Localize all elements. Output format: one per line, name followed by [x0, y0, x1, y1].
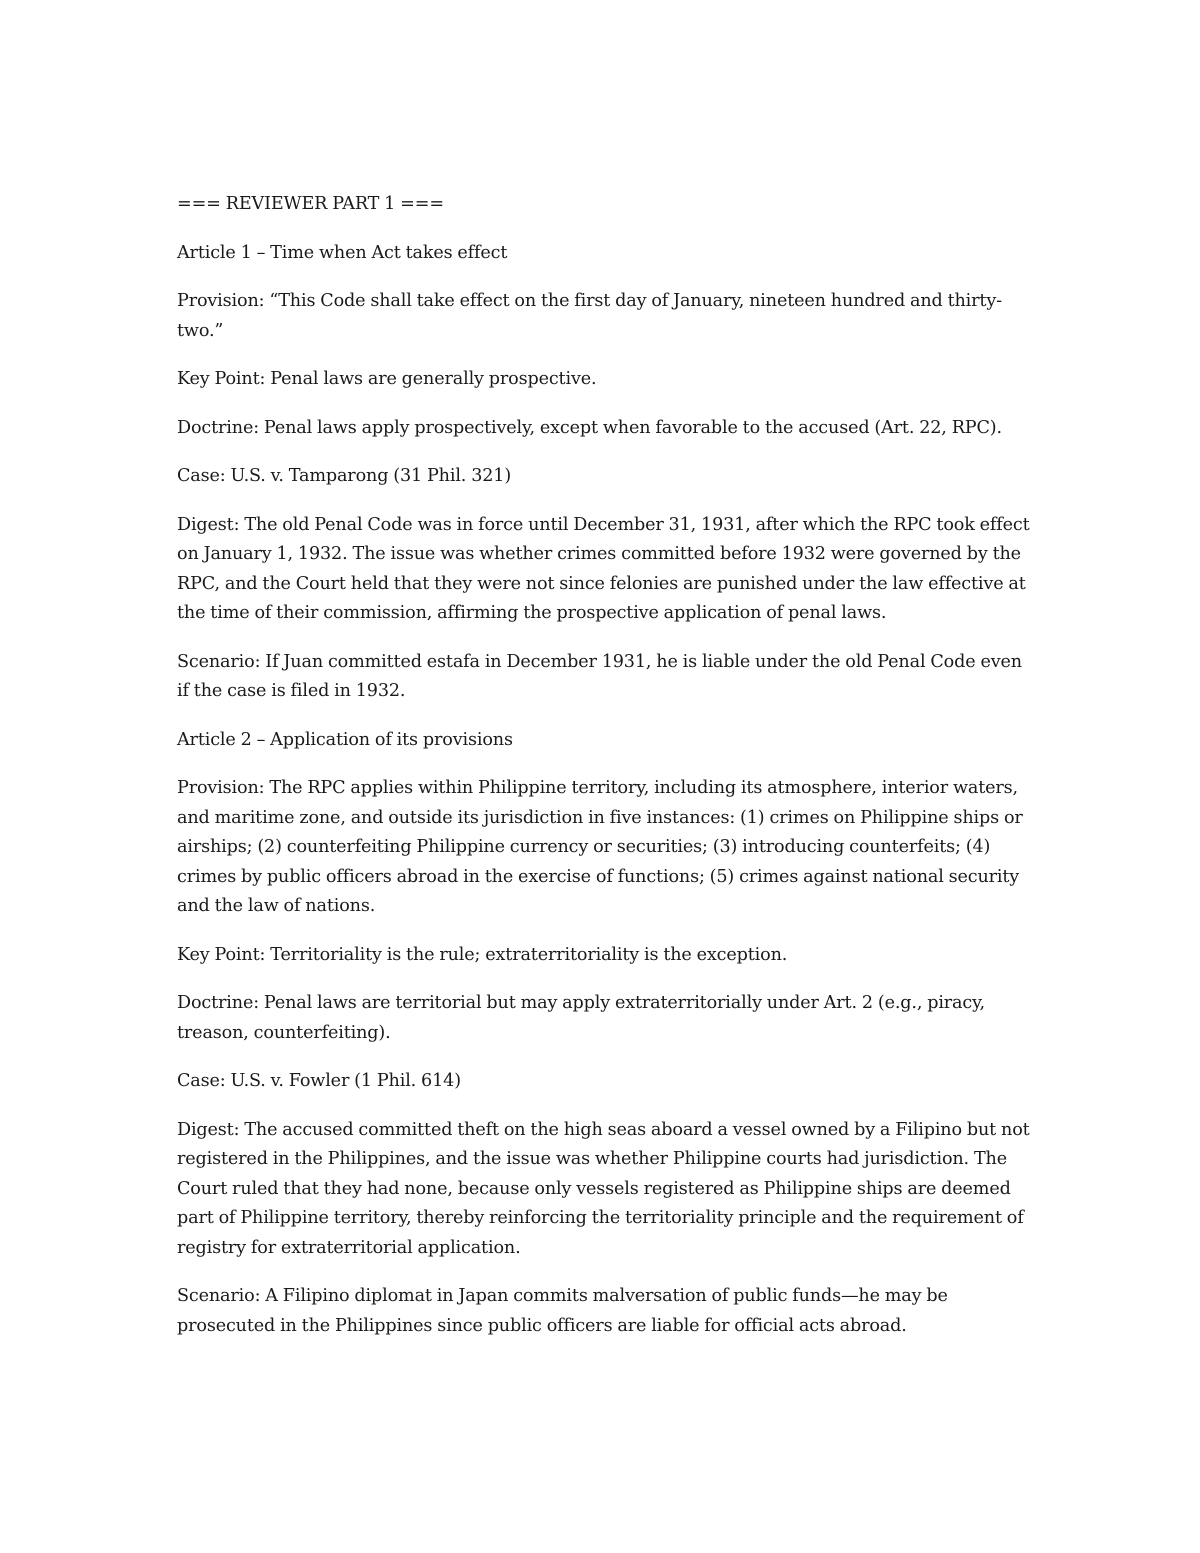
article-2-scenario: Scenario: A Filipino diplomat in Japan commits malversation of public funds—he may be prosecuted in the Philippines since public officers are liable for official acts abroad. — [177, 1286, 948, 1336]
reviewer-heading: === REVIEWER PART 1 === — [177, 194, 444, 214]
document-body — [177, 190, 1037, 1360]
article-2-case: Case: U.S. v. Fowler (1 Phil. 614) — [177, 1071, 461, 1091]
article-1-doctrine: Doctrine: Penal laws apply prospectively, except when favorable to the accused (Art. 22, RPC). — [177, 417, 1002, 438]
article-1-key-point: Key Point: Penal laws are generally prospective. — [177, 369, 597, 389]
article-2-digest: Digest: The accused committed theft on the high seas aboard a vessel owned by a Filipino but not registered in the Philippines, and the issue was whether Philippine courts had jurisdiction. The Court ruled that they had none, because only vessels registered as Philippine ships are deemed part of Philippine territory, thereby reinforcing the territoriality principle and the requirement of registry for extraterritorial application. — [177, 1119, 1030, 1258]
article-1-scenario: Scenario: If Juan committed estafa in December 1931, he is liable under the old Penal Code even if the case is filed in 1932. — [177, 651, 1022, 701]
article-1-case: Case: U.S. v. Tamparong (31 Phil. 321) — [177, 466, 512, 486]
article-2-doctrine: Doctrine: Penal laws are territorial but may apply extraterritorially under Art. 2 (e.g., piracy, treason, counterfeiting). — [177, 993, 985, 1043]
article-1-provision: Provision: “This Code shall take effect on the first day of January, nineteen hundred and thirty-two.” — [177, 291, 1002, 341]
article-2-provision: Provision: The RPC applies within Philippine territory, including its atmosphere, interior waters, and maritime zone, and outside its jurisdiction in five instances: (1) crimes on Philippine ships or airships; (2) counterfeiting Philippine currency or securities; (3) introducing counterfeits; (4) crimes by public officers abroad in the exercise of functions; (5) crimes against national security and the law of nations. — [177, 778, 1023, 916]
article-1-title: Article 1 – Time when Act takes effect — [177, 242, 508, 263]
article-2-key-point: Key Point: Territoriality is the rule; extraterritoriality is the exception. — [177, 944, 788, 965]
article-2-title: Article 2 – Application of its provisions — [177, 729, 513, 750]
article-1-digest: Digest: The old Penal Code was in force until December 31, 1931, after which the RPC took effect on January 1, 1932. The issue was whether crimes committed before 1932 were governed by the RPC, and the Court held that they were not since felonies are punished under the law effective at the time of their commission, affirming the prospective application of penal laws. — [177, 514, 1030, 623]
